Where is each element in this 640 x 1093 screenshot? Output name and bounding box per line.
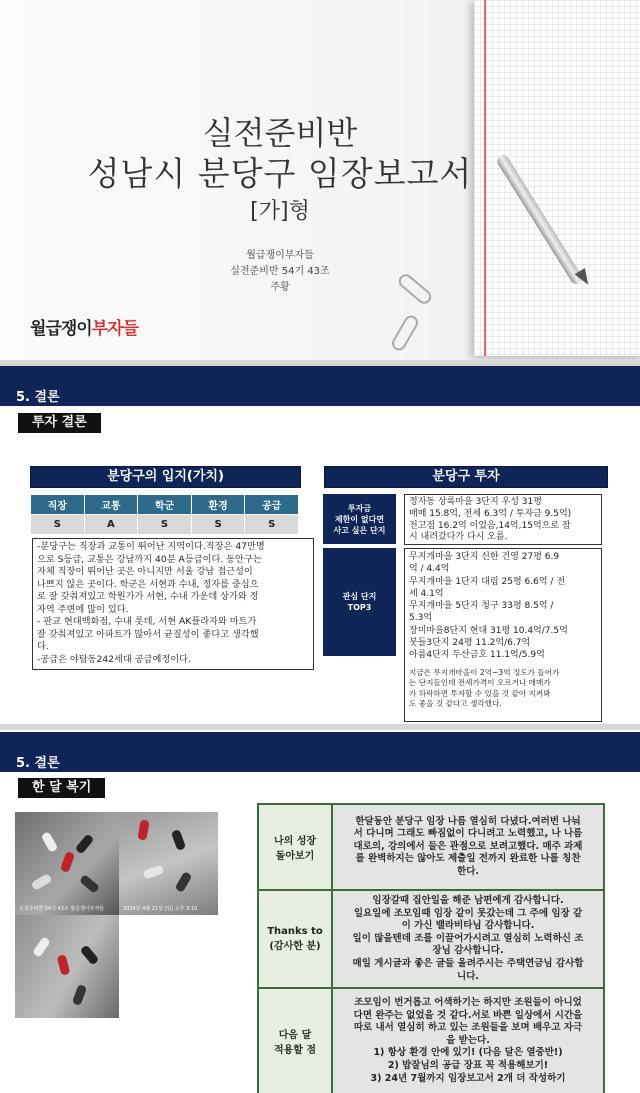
row-label: Thanks to (감사한 분) xyxy=(258,890,332,988)
review-slide xyxy=(0,730,640,1093)
grade-value: S xyxy=(31,515,85,535)
grade-header: 공급 xyxy=(245,495,299,515)
grade-header: 직장 xyxy=(31,495,85,515)
row-label: 다음 달 적용할 점 xyxy=(258,988,332,1093)
grade-value: A xyxy=(84,515,138,535)
author-group: 월급쟁이부자들 xyxy=(246,250,314,261)
group-photo-feet xyxy=(119,812,218,915)
table-row xyxy=(258,988,604,1093)
cover-title-line1: 실전준비반 xyxy=(202,114,358,152)
group-photo-feet xyxy=(15,915,119,1018)
grade-value: S xyxy=(191,515,245,535)
paperclip-icon xyxy=(389,313,420,353)
row-label: 나의 성장 돌아보기 xyxy=(258,804,332,890)
subsection-title: 투자 결론 xyxy=(18,413,101,433)
section-header-band xyxy=(0,366,640,406)
brand-logo: 월급쟁이부자들 xyxy=(30,319,138,339)
top3-label: 관심 단지 TOP3 xyxy=(323,548,396,656)
author-name: 주황 xyxy=(270,282,290,293)
section-title: 5. 결론 xyxy=(16,390,60,405)
photo-timestamp: 2024년 4월 21일 (일) 오후 3:10 xyxy=(123,906,198,912)
cover-slide xyxy=(0,0,640,360)
investment-header: 분당구 투자 xyxy=(324,466,608,488)
top3-complex-list: 무지개마을 3단지 신한 건영 27평 6.9 억 / 4.4억 무지개마을 1단지 대림 25평 6.6억 / 전 세 4.1억 무지개마을 5단지 청구 33평 8.5억 / 5.3억 장미마을8단지 현대 31평 10.4억/7.5억 붓들3단지 24평 11.2억/6.7억 아름4단지 두산금호 11.1억/5.9억 지금은 무지개마을이 2억~3억 정도가 들어가 는 단지들인데 전세가격이 오르거나 매매가 가 하락하면 투자할 수 있을 것 같아 지켜봐 도 좋을 것 같다고 생각했다. xyxy=(404,548,602,722)
review-table xyxy=(257,803,605,1093)
unlimited-budget-label: 투자금 제한이 없다면 사고 싶은 단지 xyxy=(323,494,396,544)
section-header-band xyxy=(0,732,640,772)
grade-header: 환경 xyxy=(191,495,245,515)
section-title: 5. 결론 xyxy=(16,756,60,771)
author-class: 실전준비반 54기 43조 xyxy=(230,266,330,277)
location-analysis-text: -분당구는 직장과 교통이 뛰어난 지역이다.직장은 47만명 으로 S등급, 교통은 강남까지 40분 A등급이다. 동안구는 자체 직장이 뛰어난 곳은 아니지만 서울 강남 접근성이 나쁘지 않은 곳이다. 학군은 서현과 수내, 정자를 중심으 로 잘 갖춰져있고 학원가가 서현, 수내 가운데 상가와 정 자역 주변에 많이 있다. - 판교 현대백화점, 수내 롯데, 서현 AK플라자와 마트가 잘 갖춰져있고 아파트가 많아서 균질성이 좋다고 생각했 다. -공급은 야탑동242세대 공급예정이다. xyxy=(32,538,314,670)
group-photo-feet xyxy=(15,812,119,915)
grade-table xyxy=(30,494,299,535)
cover-title-line2: 성남시 분당구 임장보고서 xyxy=(87,154,473,193)
unlimited-budget-pick: 정자동 상록마을 3단지 우성 31평 매매 15.8억, 전세 6.3억 / 투자금 9.5억) 전고점 16.2억 이었음,14억,15억으로 잠 시 내려갔다가 다시 오름. xyxy=(404,494,602,545)
subsection-title: 한 달 복기 xyxy=(18,778,105,798)
cover-title-line3: [가]형 xyxy=(250,199,310,224)
row-content: 조모임이 번거롭고 어색하기는 하지만 조원들이 아니었 다면 완주는 없었을 것 같다.서로 바쁜 일상에서 시간을 따로 내서 열심히 하고 있는 조원들을 보며 배우고 자극 을 받는다. 1) 항상 환경 안에 있기! (다음 달은 열중반!) 2) 밥잘님의 공급 장표 꼭 적용해보기! 3) 24년 7월까지 임장보고서 2개 더 작성하기 xyxy=(332,988,604,1093)
row-content: 임장갈때 집안일을 해준 남편에게 감사합니다. 일요일에 조모임때 임장 같이 못갔는데 그 주에 임장 같 이 가신 밸라비타님 감사합니다. 일이 많을텐데 조를 이끌어가시려고 열심히 노력하신 조 장님 감사합니다. 매일 게시글과 좋은 글들 올려주시는 주택연금님 감사합 니다. xyxy=(332,890,604,988)
grade-header: 교통 xyxy=(84,495,138,515)
location-value-header: 분당구의 입지(가치) xyxy=(30,466,301,488)
grade-value: S xyxy=(245,515,299,535)
table-row xyxy=(258,804,604,890)
top3-note: 지금은 무지개마을이 2억~3억 정도가 들어가 는 단지들인데 전세가격이 오르거나 매매가 가 하락하면 투자할 수 있을 것 같아 지켜봐 도 좋을 것 같다고 생각했다. xyxy=(409,667,560,709)
table-row xyxy=(258,890,604,988)
grade-value: S xyxy=(138,515,192,535)
conclusion-slide xyxy=(0,366,640,724)
row-content: 한달동안 분당구 임장 나름 열심히 다녔다.여러번 나눠 서 다니며 그래도 빠짐없이 다니려고 노력했고, 나 나름 대로의, 강의에서 들은 관점으로 보려고했다. 매주 과제 를 완벽하지는 않아도 제출일 전까지 완료한 나를 칭찬 한다. xyxy=(332,804,604,890)
photo-caption: 실전준비반 54기 43조 월급쟁이부자들 xyxy=(19,906,105,912)
grade-header: 학군 xyxy=(138,495,192,515)
